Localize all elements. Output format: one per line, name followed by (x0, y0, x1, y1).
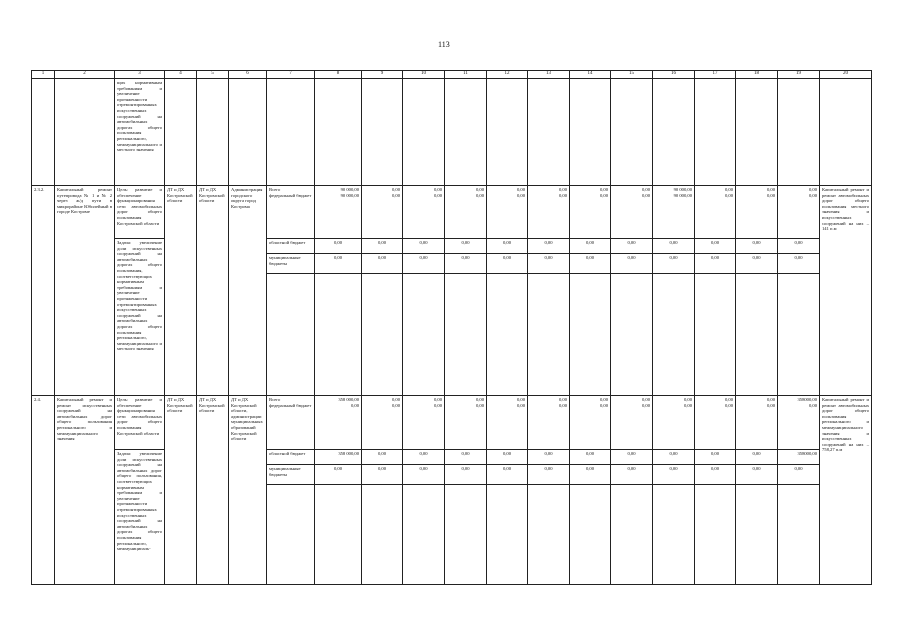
value-cell: 0,00 (487, 239, 528, 254)
row-goal: Цель: развитие и обеспечение функционирования сети автомобильных дорог общего пользования Костромской области (115, 186, 165, 239)
value-cell: 358000,00 (778, 450, 820, 465)
value-cell: 0,00 (778, 239, 820, 254)
value-cell: 0,00 (487, 254, 528, 274)
value-cell: 0,00 (653, 465, 695, 485)
value-cell: 0,00 (403, 465, 445, 485)
column-number-row (32, 71, 872, 79)
value-cell: 0,00 (445, 239, 487, 254)
value-cell: 0,00 (528, 254, 570, 274)
value-cell: 0,00 (599, 187, 608, 192)
value-cell: 0,00 (403, 450, 445, 465)
source-total: Всего (269, 397, 281, 402)
value-cell: 0,00 (558, 397, 567, 402)
responsible-executor: ДТ и ДХ Костромской области (165, 396, 197, 585)
value-cell: 0,00 (808, 187, 817, 192)
col-number: 7 (267, 71, 315, 79)
value-cell: 0,00 (315, 465, 362, 485)
value-cell: 0,00 (403, 254, 445, 274)
page-number: 113 (438, 40, 450, 49)
value-cell: 0,00 (611, 254, 653, 274)
value-cell: 0,00 (611, 450, 653, 465)
value-cell: 358 000,00 (315, 450, 362, 465)
value-cell: 0,00 (599, 397, 608, 402)
value-cell: 0,00 (808, 402, 817, 408)
value-cell: 0,00 (433, 192, 442, 198)
row-goal: Цель: развитие и обеспечение функционирования сети автомобильных дорог общего пользования Костромской области (115, 396, 165, 450)
value-cell: 0,00 (570, 239, 611, 254)
col-number: 4 (165, 71, 197, 79)
task-text: щих нормативным требованиям и увеличение протяженности отремонтированных искусственных сооружений на автомобильных дорогах общего пользования регионального, межмуниципального и местного значения (115, 79, 165, 186)
value-cell: 0,00 (433, 402, 442, 408)
value-cell: 0,00 (766, 192, 775, 198)
value-cell: 0,00 (724, 187, 733, 192)
col-number: 2 (55, 71, 115, 79)
col-number: 17 (695, 71, 736, 79)
row-name: Капитальный ремонт и ремонт искусственных сооружений на автомобильных дорог общего пользования регионального и межмуниципального значения (55, 396, 115, 585)
value-cell: 0,00 (391, 187, 400, 192)
value-cell: 0,00 (433, 397, 442, 402)
row-task: Задача: увеличение доли искусственных сооружений на автомобильных дорогах общего пользования, соответствующих нормативным требованиям и увеличение протяженности отремонтированных искусственных сооружений на автомобильных дорогах общего пользования регионального, межмуниципального и местного значения (115, 239, 165, 396)
value-cell: 0,00 (766, 397, 775, 402)
source-federal: федеральный бюджет (269, 192, 312, 198)
value-cell: 0,00 (487, 450, 528, 465)
continuation-row (32, 79, 872, 186)
value-cell: 0,00 (558, 402, 567, 408)
row-task: Задача: увеличение доли искусственных сооружений на автомобильных дорог общего пользования, соответствующих нормативным требованиям и увеличение протяженности отремонтированных искусственных сооружений на автомобильных дорогах общего пользования регионального, межмуниципаль- (115, 450, 165, 585)
value-cell: 0,00 (391, 397, 400, 402)
value-cell: 0,00 (475, 402, 484, 408)
row-id: 2.4. (32, 396, 55, 585)
value-cell: 90 000,00 (673, 187, 692, 192)
value-cell: 0,00 (570, 465, 611, 485)
value-cell: 0,00 (445, 465, 487, 485)
value-cell: 0,00 (445, 450, 487, 465)
value-cell: 0,00 (778, 465, 820, 485)
value-cell: 0,00 (570, 254, 611, 274)
source-regional: областной бюджет (267, 239, 315, 254)
value-cell: 0,00 (641, 187, 650, 192)
table-row (32, 239, 872, 254)
value-cell: 0,00 (528, 239, 570, 254)
value-cell: 0,00 (695, 254, 736, 274)
value-cell: 90 000,00 (340, 187, 359, 192)
value-cell: 0,00 (362, 254, 403, 274)
value-cell: 0,00 (736, 239, 778, 254)
col-number: 19 (778, 71, 820, 79)
value-cell: 0,00 (391, 402, 400, 408)
row-id: 2.3.2. (32, 186, 55, 396)
table-row (32, 450, 872, 465)
row-result: Капитальный ремонт и ремонт автомобильных дорог общего пользования местного значения и искусственных сооружений на них – 141 п.м (820, 186, 872, 396)
participant: Администрация городского округа город Кострома (229, 186, 267, 396)
value-cell: 0,00 (315, 254, 362, 274)
value-cell: 0,00 (695, 239, 736, 254)
value-cell: 0,00 (391, 192, 400, 198)
value-cell: 0,00 (445, 254, 487, 274)
source-municipal: муниципальные бюджеты (267, 254, 315, 274)
value-cell: 0,00 (683, 397, 692, 402)
value-cell: 0,00 (736, 450, 778, 465)
col-number: 16 (653, 71, 695, 79)
value-cell: 0,00 (362, 450, 403, 465)
co-executor: ДТ и ДХ Костромской области (197, 186, 229, 396)
table-row (32, 186, 872, 239)
value-cell: 0,00 (611, 239, 653, 254)
col-number: 11 (445, 71, 487, 79)
value-cell: 0,00 (641, 397, 650, 402)
source-label (267, 186, 315, 239)
source-label (267, 396, 315, 450)
value-cell: 0,00 (808, 192, 817, 198)
value-cell: 0,00 (362, 239, 403, 254)
value-cell: 0,00 (516, 187, 525, 192)
value-cell: 90 000,00 (673, 192, 692, 198)
source-total: Всего (269, 187, 281, 192)
budget-table-page (31, 70, 869, 595)
co-executor: ДТ и ДХ Костромской области (197, 396, 229, 585)
value-cell: 0,00 (475, 192, 484, 198)
participant: ДТ и ДХ Костромской области, администрации муниципальных образований Костромской области (229, 396, 267, 585)
value-cell: 0,00 (599, 192, 608, 198)
col-number: 18 (736, 71, 778, 79)
value-cell: 0,00 (724, 402, 733, 408)
value-cell: 0,00 (433, 187, 442, 192)
value-cell: 0,00 (599, 402, 608, 408)
value-cell: 0,00 (475, 187, 484, 192)
value-cell: 90 000,00 (340, 192, 359, 198)
value-cell: 0,00 (558, 187, 567, 192)
col-number: 6 (229, 71, 267, 79)
source-federal: федеральный бюджет (269, 402, 312, 408)
value-cell: 0,00 (350, 402, 359, 408)
value-cell: 0,00 (724, 192, 733, 198)
value-cell: 0,00 (683, 402, 692, 408)
value-cell: 0,00 (570, 450, 611, 465)
value-cell: 0,00 (475, 397, 484, 402)
value-cell: 0,00 (362, 465, 403, 485)
value-cell: 358000,00 (797, 397, 817, 402)
col-number: 5 (197, 71, 229, 79)
col-number: 12 (487, 71, 528, 79)
value-cell: 0,00 (516, 402, 525, 408)
responsible-executor: ДТ и ДХ Костромской области (165, 186, 197, 396)
source-municipal: муниципальные бюджеты (267, 465, 315, 485)
value-cell: 0,00 (403, 239, 445, 254)
value-cell: 0,00 (487, 465, 528, 485)
col-number: 8 (315, 71, 362, 79)
value-cell: 0,00 (558, 192, 567, 198)
value-cell: 0,00 (653, 254, 695, 274)
col-number: 14 (570, 71, 611, 79)
value-cell: 0,00 (766, 402, 775, 408)
value-cell: 0,00 (695, 450, 736, 465)
value-cell: 0,00 (736, 254, 778, 274)
value-cell: 0,00 (528, 450, 570, 465)
value-cell: 0,00 (641, 402, 650, 408)
value-cell: 0,00 (653, 239, 695, 254)
col-number: 15 (611, 71, 653, 79)
col-number: 9 (362, 71, 403, 79)
value-cell: 0,00 (778, 254, 820, 274)
value-cell: 0,00 (611, 465, 653, 485)
value-cell: 0,00 (736, 465, 778, 485)
row-result: Капитальный ремонт и ремонт автомобильных дорог общего пользования регионального и межмуниципального значения и искусственных сооружений на них – 758,27 п.м (820, 396, 872, 585)
table-row (32, 396, 872, 450)
col-number: 1 (32, 71, 55, 79)
value-cell: 0,00 (766, 187, 775, 192)
col-number: 3 (115, 71, 165, 79)
value-cell: 0,00 (724, 397, 733, 402)
value-cell: 0,00 (315, 239, 362, 254)
value-cell: 0,00 (528, 465, 570, 485)
source-regional: областной бюджет (267, 450, 315, 465)
value-cell: 358 000,00 (338, 397, 359, 402)
value-cell: 0,00 (516, 192, 525, 198)
row-name: Капитальный ремонт путепровода № 1 и № 2 через ж/д пути в микрорайоне Юбилейный в городе Костроме (55, 186, 115, 396)
col-number: 13 (528, 71, 570, 79)
budget-table (31, 70, 872, 585)
value-cell: 0,00 (516, 397, 525, 402)
col-number: 20 (820, 71, 872, 79)
col-number: 10 (403, 71, 445, 79)
value-cell: 0,00 (653, 450, 695, 465)
value-cell: 0,00 (695, 465, 736, 485)
value-cell: 0,00 (641, 192, 650, 198)
